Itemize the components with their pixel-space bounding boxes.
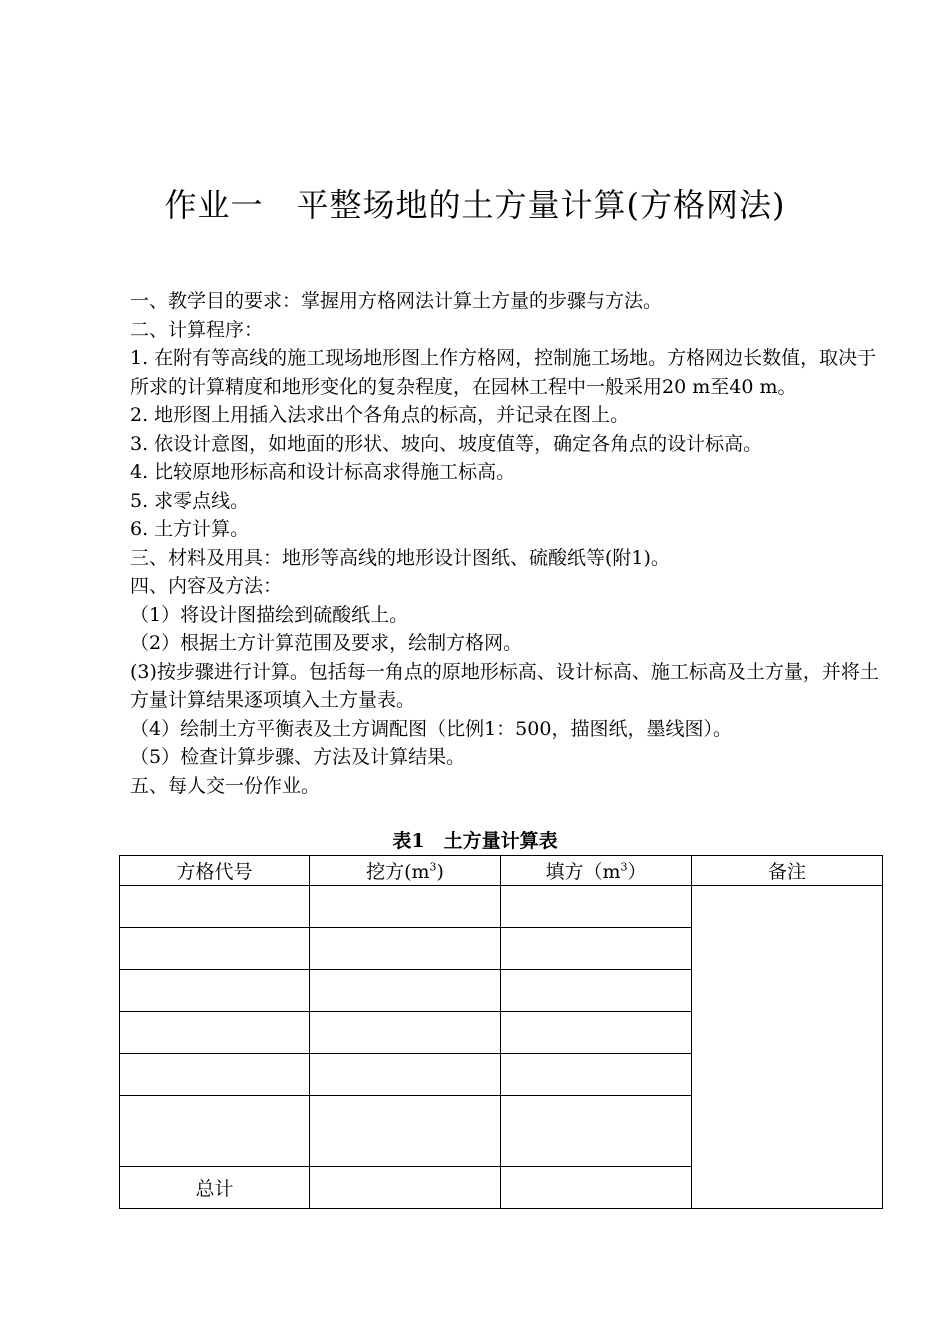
header-fill-close: ） — [627, 861, 647, 883]
remarks-cell[interactable] — [692, 886, 883, 1209]
content-item-3: (3)按步骤进行计算。包括每一角点的原地形标高、设计标高、施工标高及土方量，并将土方量计算结果逐项填入土方量表。 — [130, 660, 879, 711]
procedure-step-4: 4. 比较原地形标高和设计标高求得施工标高。 — [130, 461, 516, 483]
content-item-2: （2）根据土方计算范围及要求，绘制方格网。 — [130, 632, 523, 654]
header-remarks: 备注 — [692, 856, 883, 886]
table-header-row — [120, 856, 883, 886]
header-fill-volume — [501, 856, 692, 886]
content-item-1: （1）将设计图描绘到硫酸纸上。 — [130, 603, 409, 626]
grid-code-cell[interactable] — [120, 886, 310, 928]
section-content-heading: 四、内容及方法： — [130, 575, 283, 597]
procedure-step-1: 1. 在附有等高线的施工现场地形图上作方格网，控制施工场地。方格网边长数值，取决于所求的计算精度和地形变化的复杂程度，在园林工程中一般采用20 m至40 m。 — [130, 347, 877, 398]
procedure-step-2: 2. 地形图上用插入法求出个各角点的标高，并记录在图上。 — [130, 404, 630, 426]
grid-code-cell[interactable] — [120, 1012, 310, 1054]
procedure-step-5: 5. 求零点线。 — [130, 489, 250, 512]
header-cut-label: 挖方(m — [366, 861, 430, 883]
grid-code-cell[interactable] — [120, 970, 310, 1012]
content-item-5: （5）检查计算步骤、方法及计算结果。 — [130, 746, 466, 768]
section-materials: 三、材料及用具：地形等高线的地形设计图纸、硫酸纸等(附1)。 — [130, 546, 670, 569]
header-cut-superscript: 3 — [429, 860, 437, 874]
cut-volume-cell[interactable] — [310, 886, 501, 928]
content-item-4: （4）绘制土方平衡表及土方调配图（比例1：500，描图纸，墨线图）。 — [130, 717, 732, 740]
section-objective: 一、教学目的要求：掌握用方格网法计算土方量的步骤与方法。 — [130, 290, 663, 312]
fill-volume-cell[interactable] — [501, 928, 692, 970]
grid-code-cell[interactable] — [120, 928, 310, 970]
section-procedure-heading: 二、计算程序： — [130, 318, 264, 341]
header-fill-superscript: 3 — [620, 860, 628, 874]
cut-volume-cell[interactable] — [310, 1054, 501, 1096]
cut-volume-cell[interactable] — [310, 1012, 501, 1054]
fill-volume-cell[interactable] — [501, 1054, 692, 1096]
table-row — [120, 886, 883, 928]
procedure-step-3: 3. 依设计意图，如地面的形状、坡向、坡度值等，确定各角点的设计标高。 — [130, 432, 763, 455]
table-caption: 表1 土方量计算表 — [392, 830, 558, 852]
grid-code-cell[interactable] — [120, 1054, 310, 1096]
total-fill-cell[interactable] — [501, 1167, 692, 1209]
procedure-step-6: 6. 土方计算。 — [130, 518, 250, 540]
header-cut-volume — [310, 856, 501, 886]
fill-volume-cell[interactable] — [501, 886, 692, 928]
total-cut-cell[interactable] — [310, 1167, 501, 1209]
cut-volume-cell[interactable] — [310, 928, 501, 970]
instructions-body — [130, 287, 880, 800]
header-fill-label: 填方（m — [545, 861, 621, 883]
cut-volume-cell[interactable] — [310, 1096, 501, 1167]
grid-code-cell[interactable] — [120, 1096, 310, 1167]
section-submission: 五、每人交一份作业。 — [130, 774, 321, 797]
fill-volume-cell[interactable] — [501, 970, 692, 1012]
header-grid-code: 方格代号 — [120, 856, 310, 886]
document-title: 作业一 平整场地的土方量计算(方格网法) — [164, 186, 786, 224]
cut-volume-cell[interactable] — [310, 970, 501, 1012]
total-label: 总计 — [120, 1167, 310, 1209]
fill-volume-cell[interactable] — [501, 1012, 692, 1054]
header-cut-close: ) — [436, 861, 444, 883]
fill-volume-cell[interactable] — [501, 1096, 692, 1167]
earthwork-calculation-table — [119, 855, 883, 1209]
